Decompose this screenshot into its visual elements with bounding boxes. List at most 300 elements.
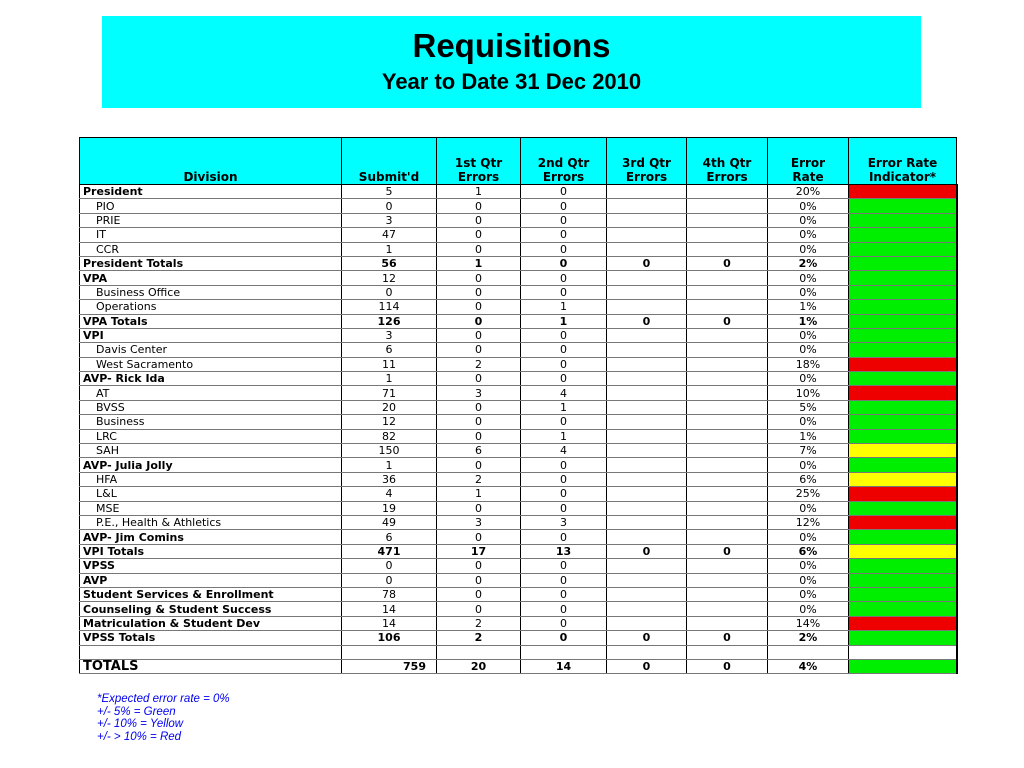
division-cell: Counseling & Student Success: [80, 602, 342, 616]
table-row: [80, 185, 957, 199]
q4-cell: [687, 616, 768, 630]
sub-cell: 82: [342, 429, 437, 443]
q1-cell: 0: [437, 573, 521, 587]
q3-cell: [607, 530, 687, 544]
division-cell: AVP- Jim Comins: [80, 530, 342, 544]
q1-cell: 2: [437, 472, 521, 486]
q1-cell: 3: [437, 515, 521, 529]
q2-cell: 4: [521, 386, 607, 400]
q1-cell: 0: [437, 602, 521, 616]
q3-cell: [607, 228, 687, 242]
spacer-cell: [437, 645, 521, 659]
sub-cell: 3: [342, 328, 437, 342]
indicator-cell: [849, 515, 957, 529]
q3-cell: [607, 271, 687, 285]
sub-cell: 5: [342, 185, 437, 199]
sub-cell: 1: [342, 458, 437, 472]
q3-cell: [607, 415, 687, 429]
indicator-cell: [849, 573, 957, 587]
rate-cell: 0%: [768, 242, 849, 256]
q1-cell: 0: [437, 228, 521, 242]
q1-cell: 0: [437, 300, 521, 314]
q4-cell: [687, 530, 768, 544]
table-row: [80, 487, 957, 501]
spacer-cell: [768, 645, 849, 659]
table-row: [80, 444, 957, 458]
rate-cell: 18%: [768, 357, 849, 371]
table-row: [80, 213, 957, 227]
q1-cell: 1: [437, 185, 521, 199]
q3-cell: [607, 573, 687, 587]
sub-cell: 1: [342, 372, 437, 386]
division-cell: HFA: [80, 472, 342, 486]
q3-cell: [607, 444, 687, 458]
division-cell: President: [80, 185, 342, 199]
division-cell: AT: [80, 386, 342, 400]
table-row: [80, 602, 957, 616]
rate-cell: 1%: [768, 314, 849, 328]
rate-cell: 0%: [768, 530, 849, 544]
indicator-cell: [849, 328, 957, 342]
q1-cell: 0: [437, 242, 521, 256]
indicator-cell: [849, 602, 957, 616]
division-cell: Operations: [80, 300, 342, 314]
table-row: [80, 501, 957, 515]
q4-cell: [687, 199, 768, 213]
q4-cell: [687, 300, 768, 314]
table-row: [80, 530, 957, 544]
q3-cell: [607, 242, 687, 256]
division-cell: VPA Totals: [80, 314, 342, 328]
q2-cell: 1: [521, 314, 607, 328]
spacer-row: [80, 645, 957, 659]
q2-cell: 0: [521, 328, 607, 342]
rate-cell: 1%: [768, 429, 849, 443]
indicator-cell: [849, 271, 957, 285]
q2-cell: 1: [521, 300, 607, 314]
q2-cell: 4: [521, 444, 607, 458]
rate-cell: 2%: [768, 631, 849, 645]
division-cell: VPI: [80, 328, 342, 342]
division-cell: MSE: [80, 501, 342, 515]
division-cell: PIO: [80, 199, 342, 213]
q2-cell: 0: [521, 616, 607, 630]
q1-cell: 2: [437, 616, 521, 630]
rate-cell: 0%: [768, 285, 849, 299]
sub-cell: 106: [342, 631, 437, 645]
rate-cell: 7%: [768, 444, 849, 458]
q2-cell: 0: [521, 602, 607, 616]
q4-cell: [687, 487, 768, 501]
division-cell: BVSS: [80, 400, 342, 414]
sub-cell: 0: [342, 285, 437, 299]
q4-cell: [687, 559, 768, 573]
table-row: [80, 271, 957, 285]
q1-cell: 2: [437, 631, 521, 645]
q1-cell: 0: [437, 501, 521, 515]
q2-cell: 0: [521, 271, 607, 285]
q2-cell: 0: [521, 228, 607, 242]
table-row: [80, 415, 957, 429]
rate-cell: 2%: [768, 256, 849, 270]
indicator-cell: [849, 285, 957, 299]
q3-cell: [607, 559, 687, 573]
rate-cell: 12%: [768, 515, 849, 529]
spacer-cell: [849, 645, 957, 659]
indicator-cell: [849, 300, 957, 314]
sub-cell: 71: [342, 386, 437, 400]
division-cell: SAH: [80, 444, 342, 458]
q3-cell: [607, 515, 687, 529]
rate-cell: 0%: [768, 415, 849, 429]
indicator-cell: [849, 213, 957, 227]
q4-cell: 0: [687, 314, 768, 328]
q1-cell: 0: [437, 328, 521, 342]
q2-cell: 0: [521, 472, 607, 486]
table-row: [80, 429, 957, 443]
rate-cell: 0%: [768, 587, 849, 601]
q3-cell: [607, 616, 687, 630]
division-cell: PRIE: [80, 213, 342, 227]
division-cell: Matriculation & Student Dev: [80, 616, 342, 630]
q2-cell: 0: [521, 199, 607, 213]
sub-cell: 0: [342, 559, 437, 573]
totals-row: [80, 256, 957, 270]
q2-cell: 0: [521, 631, 607, 645]
q1-cell: 0: [437, 458, 521, 472]
q4-cell: [687, 185, 768, 199]
grand-total-q4: 0: [687, 659, 768, 673]
rate-cell: 0%: [768, 559, 849, 573]
q2-cell: 0: [521, 343, 607, 357]
q1-cell: 6: [437, 444, 521, 458]
sub-cell: 471: [342, 544, 437, 558]
indicator-cell: [849, 616, 957, 630]
rate-cell: 5%: [768, 400, 849, 414]
rate-cell: 0%: [768, 213, 849, 227]
rate-cell: 0%: [768, 199, 849, 213]
table-row: [80, 458, 957, 472]
rate-cell: 20%: [768, 185, 849, 199]
indicator-cell: [849, 199, 957, 213]
indicator-cell: [849, 472, 957, 486]
rate-cell: 6%: [768, 472, 849, 486]
q1-cell: 0: [437, 314, 521, 328]
rate-cell: 0%: [768, 458, 849, 472]
q2-cell: 1: [521, 429, 607, 443]
q4-cell: [687, 400, 768, 414]
sub-cell: 14: [342, 616, 437, 630]
q1-cell: 0: [437, 213, 521, 227]
totals-row: [80, 631, 957, 645]
q4-cell: [687, 573, 768, 587]
indicator-cell: [849, 444, 957, 458]
q2-cell: 0: [521, 559, 607, 573]
rate-cell: 0%: [768, 228, 849, 242]
q2-cell: 0: [521, 458, 607, 472]
sub-cell: 12: [342, 271, 437, 285]
q2-cell: 0: [521, 501, 607, 515]
q4-cell: 0: [687, 631, 768, 645]
table-row: [80, 357, 957, 371]
q2-cell: 0: [521, 415, 607, 429]
sub-cell: 6: [342, 343, 437, 357]
grand-total-label: TOTALS: [80, 659, 342, 673]
q3-cell: [607, 343, 687, 357]
sub-cell: 150: [342, 444, 437, 458]
q3-cell: [607, 285, 687, 299]
division-cell: AVP: [80, 573, 342, 587]
header-submitted: Submit'd: [342, 138, 437, 185]
q4-cell: [687, 472, 768, 486]
q2-cell: 0: [521, 372, 607, 386]
indicator-cell: [849, 256, 957, 270]
sub-cell: 114: [342, 300, 437, 314]
q4-cell: [687, 357, 768, 371]
header-rate: Error Rate: [768, 138, 849, 185]
q1-cell: 0: [437, 559, 521, 573]
q3-cell: [607, 199, 687, 213]
table-row: [80, 343, 957, 357]
indicator-cell: [849, 487, 957, 501]
q4-cell: [687, 501, 768, 515]
q4-cell: [687, 328, 768, 342]
q1-cell: 0: [437, 271, 521, 285]
note-expected: *Expected error rate = 0%: [97, 693, 230, 705]
sub-cell: 19: [342, 501, 437, 515]
division-cell: P.E., Health & Athletics: [80, 515, 342, 529]
indicator-cell: [849, 415, 957, 429]
header-division: Division: [80, 138, 342, 185]
indicator-cell: [849, 429, 957, 443]
indicator-cell: [849, 544, 957, 558]
q1-cell: 3: [437, 386, 521, 400]
table-row: [80, 242, 957, 256]
sub-cell: 56: [342, 256, 437, 270]
table-body: [80, 185, 957, 674]
page-subtitle: Year to Date 31 Dec 2010: [381, 69, 642, 94]
q1-cell: 1: [437, 487, 521, 501]
title-banner: [102, 16, 921, 108]
table-row: [80, 573, 957, 587]
division-cell: VPSS: [80, 559, 342, 573]
indicator-cell: [849, 501, 957, 515]
spacer-cell: [342, 645, 437, 659]
table-row: [80, 300, 957, 314]
note-yellow: +/- 10% = Yellow: [97, 718, 184, 730]
indicator-cell: [849, 228, 957, 242]
q1-cell: 1: [437, 256, 521, 270]
note-red: +/- > 10% = Red: [97, 730, 182, 743]
indicator-cell: [849, 357, 957, 371]
sub-cell: 47: [342, 228, 437, 242]
q3-cell: [607, 213, 687, 227]
q3-cell: [607, 587, 687, 601]
q2-cell: 13: [521, 544, 607, 558]
division-cell: AVP- Julia Jolly: [80, 458, 342, 472]
sub-cell: 12: [342, 415, 437, 429]
q2-cell: 0: [521, 357, 607, 371]
totals-row: [80, 544, 957, 558]
q4-cell: [687, 602, 768, 616]
indicator-cell: [849, 559, 957, 573]
q4-cell: [687, 242, 768, 256]
q2-cell: 0: [521, 573, 607, 587]
spacer-cell: [687, 645, 768, 659]
rate-cell: 0%: [768, 602, 849, 616]
q1-cell: 0: [437, 587, 521, 601]
q4-cell: [687, 429, 768, 443]
q3-cell: 0: [607, 631, 687, 645]
q2-cell: 0: [521, 530, 607, 544]
q4-cell: [687, 372, 768, 386]
q2-cell: 0: [521, 242, 607, 256]
q4-cell: 0: [687, 544, 768, 558]
q4-cell: [687, 415, 768, 429]
division-cell: Davis Center: [80, 343, 342, 357]
q2-cell: 0: [521, 487, 607, 501]
division-cell: VPSS Totals: [80, 631, 342, 645]
indicator-cell: [849, 400, 957, 414]
indicator-cell: [849, 242, 957, 256]
table-row: [80, 559, 957, 573]
division-cell: L&L: [80, 487, 342, 501]
legend-notes: [97, 693, 230, 743]
indicator-cell: [849, 343, 957, 357]
q4-cell: [687, 271, 768, 285]
header-q2: 2nd Qtr Errors: [521, 138, 607, 185]
table-row: [80, 400, 957, 414]
grand-total-q3: 0: [607, 659, 687, 673]
indicator-cell: [849, 458, 957, 472]
q3-cell: [607, 472, 687, 486]
q1-cell: 0: [437, 530, 521, 544]
division-cell: West Sacramento: [80, 357, 342, 371]
q3-cell: 0: [607, 544, 687, 558]
table-row: [80, 199, 957, 213]
q3-cell: [607, 185, 687, 199]
q4-cell: [687, 515, 768, 529]
q3-cell: [607, 357, 687, 371]
q3-cell: [607, 458, 687, 472]
indicator-cell: [849, 530, 957, 544]
sub-cell: 0: [342, 573, 437, 587]
q4-cell: [687, 444, 768, 458]
sub-cell: 1: [342, 242, 437, 256]
sub-cell: 49: [342, 515, 437, 529]
sub-cell: 6: [342, 530, 437, 544]
division-cell: LRC: [80, 429, 342, 443]
sub-cell: 0: [342, 199, 437, 213]
sub-cell: 11: [342, 357, 437, 371]
q2-cell: 0: [521, 587, 607, 601]
grand-total-rate: 4%: [768, 659, 849, 673]
sub-cell: 36: [342, 472, 437, 486]
q3-cell: [607, 602, 687, 616]
q3-cell: [607, 386, 687, 400]
q4-cell: 0: [687, 256, 768, 270]
q3-cell: [607, 372, 687, 386]
q3-cell: [607, 300, 687, 314]
q2-cell: 3: [521, 515, 607, 529]
spacer-cell: [607, 645, 687, 659]
q3-cell: [607, 328, 687, 342]
indicator-cell: [849, 386, 957, 400]
rate-cell: 0%: [768, 372, 849, 386]
rate-cell: 10%: [768, 386, 849, 400]
q2-cell: 1: [521, 400, 607, 414]
table-row: [80, 372, 957, 386]
division-cell: VPI Totals: [80, 544, 342, 558]
indicator-cell: [849, 185, 957, 199]
grand-total-submitted: 759: [342, 659, 437, 673]
sub-cell: 3: [342, 213, 437, 227]
table-row: [80, 328, 957, 342]
header-q3: 3rd Qtr Errors: [607, 138, 687, 185]
sub-cell: 78: [342, 587, 437, 601]
q2-cell: 0: [521, 285, 607, 299]
q3-cell: [607, 487, 687, 501]
q1-cell: 0: [437, 199, 521, 213]
sub-cell: 14: [342, 602, 437, 616]
q1-cell: 17: [437, 544, 521, 558]
header-q4: 4th Qtr Errors: [687, 138, 768, 185]
q4-cell: [687, 213, 768, 227]
indicator-cell: [849, 372, 957, 386]
rate-cell: 1%: [768, 300, 849, 314]
q1-cell: 0: [437, 285, 521, 299]
q2-cell: 0: [521, 185, 607, 199]
q1-cell: 0: [437, 415, 521, 429]
q3-cell: [607, 501, 687, 515]
note-green: +/- 5% = Green: [97, 705, 176, 718]
table-row: [80, 472, 957, 486]
division-cell: Student Services & Enrollment: [80, 587, 342, 601]
division-cell: CCR: [80, 242, 342, 256]
table-row: [80, 285, 957, 299]
sub-cell: 126: [342, 314, 437, 328]
indicator-cell: [849, 631, 957, 645]
q2-cell: 0: [521, 256, 607, 270]
q4-cell: [687, 343, 768, 357]
table-row: [80, 616, 957, 630]
division-cell: VPA: [80, 271, 342, 285]
division-cell: President Totals: [80, 256, 342, 270]
grand-total-q1: 20: [437, 659, 521, 673]
rate-cell: 0%: [768, 343, 849, 357]
q3-cell: 0: [607, 256, 687, 270]
q3-cell: 0: [607, 314, 687, 328]
grand-total-indicator: [849, 659, 957, 673]
page-title: Requisitions: [412, 27, 611, 64]
rate-cell: 0%: [768, 271, 849, 285]
division-cell: Business Office: [80, 285, 342, 299]
header-q1: 1st Qtr Errors: [437, 138, 521, 185]
grand-total-q2: 14: [521, 659, 607, 673]
q1-cell: 0: [437, 372, 521, 386]
rate-cell: 25%: [768, 487, 849, 501]
table-row: [80, 386, 957, 400]
division-cell: AVP- Rick Ida: [80, 372, 342, 386]
sub-cell: 4: [342, 487, 437, 501]
q1-cell: 0: [437, 400, 521, 414]
requisitions-table: [79, 137, 958, 674]
indicator-cell: [849, 314, 957, 328]
table-row: [80, 515, 957, 529]
spacer-cell: [521, 645, 607, 659]
rate-cell: 0%: [768, 501, 849, 515]
indicator-cell: [849, 587, 957, 601]
